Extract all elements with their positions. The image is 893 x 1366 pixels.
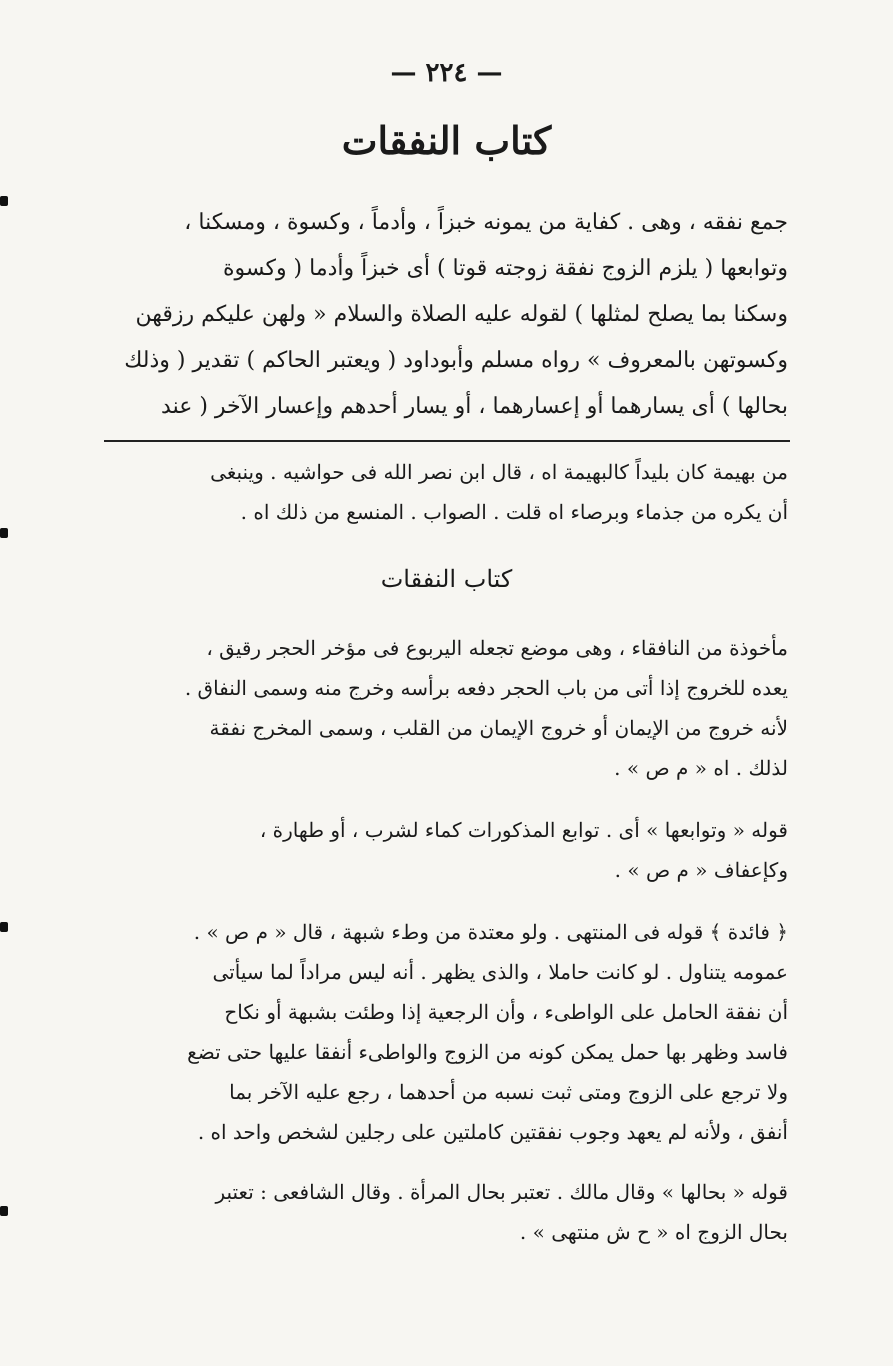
page-number: — ٢٢٤ —: [390, 58, 503, 88]
commentary-line: قوله « بحالها » وقال مالك . تعتبر بحال المرأة . وقال الشافعى : تعتبر: [215, 1180, 788, 1204]
main-text-line: جمع نفقه ، وهى . كفاية من يمونه خبزاً ، وأدماً ، وكسوة ، ومسكنا ،: [184, 210, 788, 235]
commentary-line: فاسد وظهر بها حمل يمكن كونه من الزوج والواطىء أنفقا عليها حتى تضع: [187, 1040, 788, 1064]
scan-mark: [0, 922, 8, 932]
commentary-line: عمومه يتناول . لو كانت حاملا ، والذى يظهر . أنه ليس مراداً لما سيأتى: [212, 960, 788, 984]
scan-mark: [0, 528, 8, 538]
chapter-title: كتاب النفقات: [341, 118, 552, 163]
main-text-line: وتوابعها ( يلزم الزوج نفقة زوجته قوتا ) أى خبزاً وأدما ( وكسوة: [222, 256, 788, 281]
commentary-title: كتاب النفقات: [380, 565, 513, 593]
commentary-line: أنفق ، ولأنه لم يعهد وجوب نفقتين كاملتين على رجلين لشخص واحد اه .: [197, 1120, 788, 1144]
main-text-line: وكسوتهن بالمعروف » رواه مسلم وأبوداود ( ويعتبر الحاكم ) تقدير ( وذلك: [124, 348, 788, 373]
commentary-line: أن نفقة الحامل على الواطىء ، وأن الرجعية إذا وطئت بشبهة أو نكاح: [224, 1000, 788, 1024]
commentary-line: وكإعفاف « م ص » .: [614, 858, 788, 882]
scan-mark: [0, 196, 8, 206]
main-text-line: بحالها ) أى يسارهما أو إعسارهما ، أو يسار أحدهم وإعسار الآخر ( عند: [161, 394, 788, 419]
commentary-paragraph-4: [104, 1172, 788, 1252]
commentary-line: لأنه خروج من الإيمان أو خروج الإيمان من القلب ، وسمى المخرج نفقة: [209, 716, 788, 740]
footnote-top: [104, 452, 788, 532]
footnote-line: من بهيمة كان بليداً كالبهيمة اه ، قال ابن نصر الله فى حواشيه . وينبغى: [210, 460, 788, 484]
main-text: [104, 200, 788, 430]
main-text-line: وسكنا بما يصلح لمثلها ) لقوله عليه الصلاة والسلام « ولهن عليكم رزقهن: [135, 302, 788, 327]
footnote-divider: [104, 440, 790, 442]
commentary-line: يعده للخروج إذا أتى من باب الحجر دفعه برأسه وخرج منه وسمى النفاق .: [184, 676, 788, 700]
commentary-line: مأخوذة من النافقاء ، وهى موضع تجعله اليربوع فى مؤخر الحجر رقيق ،: [206, 636, 788, 660]
commentary-paragraph-1: [104, 628, 788, 788]
scan-mark: [0, 1206, 8, 1216]
commentary-line: ولا ترجع على الزوج ومتى ثبت نسبه من أحدهما ، رجع عليه الآخر بما: [229, 1080, 788, 1104]
commentary-paragraph-3: [104, 912, 788, 1152]
commentary-line: ﴿ فائدة ﴾ قوله فى المنتهى . ولو معتدة من وطء شبهة ، قال « م ص » .: [193, 920, 788, 944]
commentary-line: بحال الزوج اه « ح ش منتهى » .: [519, 1220, 788, 1244]
commentary-paragraph-2: [104, 810, 788, 890]
commentary-line: قوله « وتوابعها » أى . توابع المذكورات كماء لشرب ، أو طهارة ،: [259, 818, 788, 842]
footnote-line: أن يكره من جذماء وبرصاء اه قلت . الصواب . المنسع من ذلك اه .: [240, 500, 788, 524]
commentary-line: لذلك . اه « م ص » .: [614, 756, 788, 780]
